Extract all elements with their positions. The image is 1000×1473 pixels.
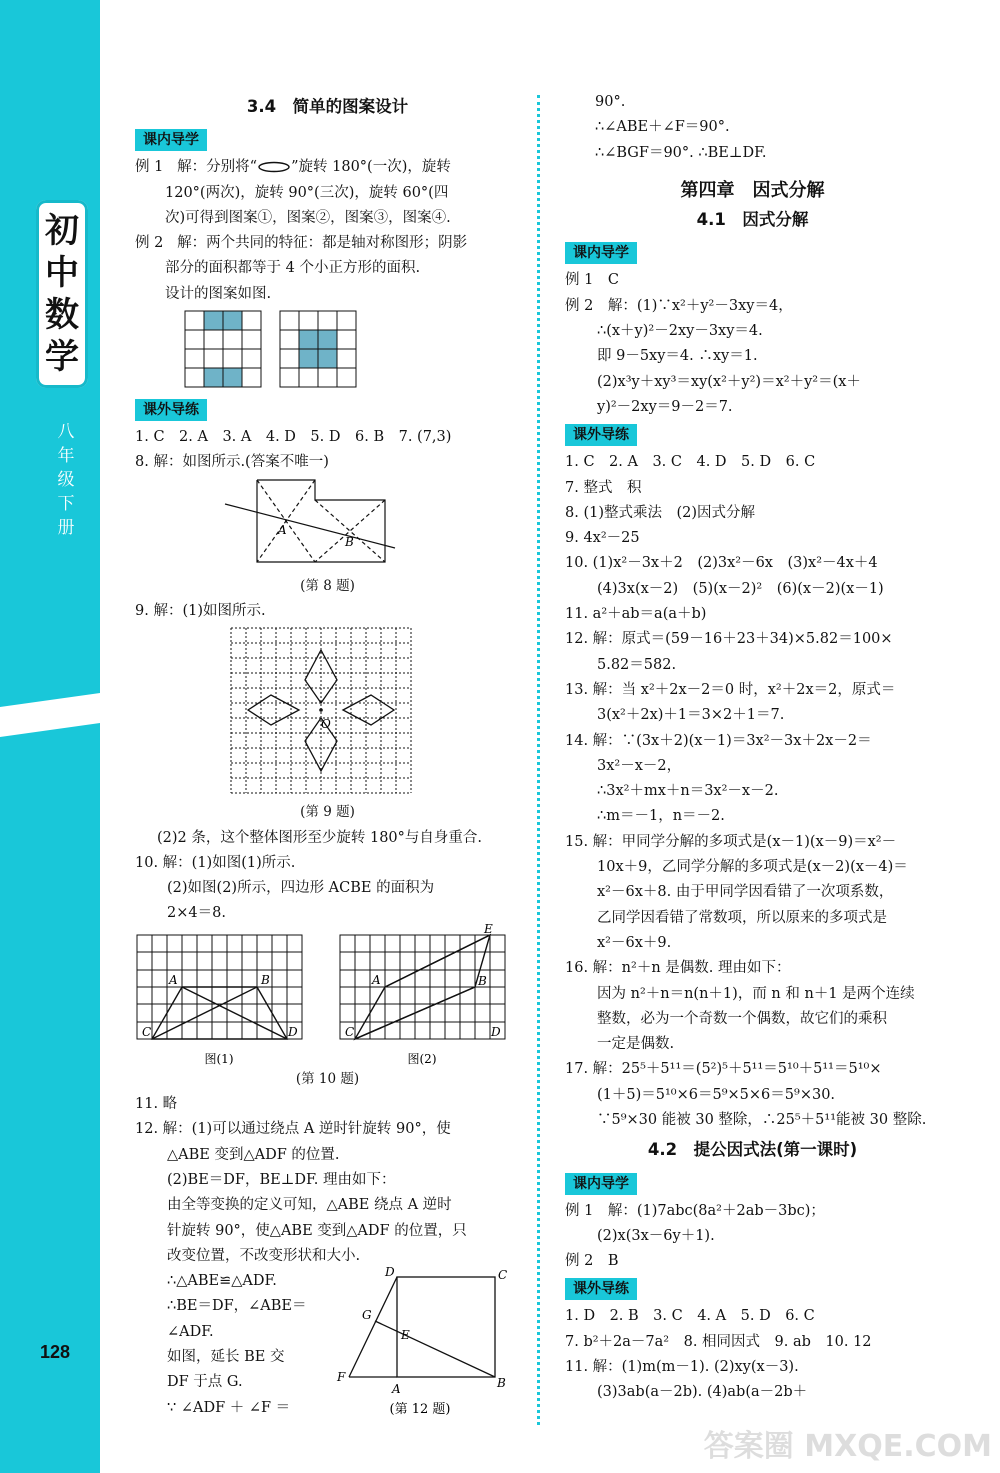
- point-label: A: [278, 522, 287, 537]
- answer-line: (2)如图(2)所示，四边形 ACBE 的面积为: [167, 880, 435, 897]
- answer-line: (2)2 条，这个整体图形至少旋转 180°与自身重合.: [157, 829, 483, 846]
- answer-line: 13. 解：当 x²＋2x－2＝0 时，x²＋2x＝2，原式＝: [565, 681, 896, 698]
- pattern-2: [280, 311, 356, 387]
- answer-line: 3(x²＋2x)＋1＝3×2＋1＝7.: [597, 707, 785, 724]
- section-tag: 课内导学: [565, 242, 637, 264]
- answer-line: 15. 解：甲同学分解的多项式是(x－1)(x－9)＝x²－: [565, 833, 897, 850]
- answer-line: 一定是偶数.: [597, 1036, 675, 1053]
- point-label: B: [497, 1376, 506, 1391]
- left-column: [135, 90, 520, 1421]
- answer-line: (2)x³y＋xy³＝xy(x²＋y²)＝x²＋y²＝(x＋: [597, 373, 861, 390]
- answer-line: 14. 解：∵(3x＋2)(x－1)＝3x²－3x＋2x－2＝: [565, 732, 872, 749]
- answer-line: ∠ADF.: [167, 1323, 214, 1340]
- figure-subcaption: 图(2): [407, 1051, 437, 1066]
- answer-line: y)²－2xy＝9－2＝7.: [597, 398, 733, 415]
- answer-line: (1＋5)＝5¹⁰×6＝5⁹×5×6＝5⁹×30.: [597, 1086, 836, 1103]
- figure-caption: (第 9 题): [300, 804, 355, 821]
- example-label: 例 2: [135, 235, 164, 252]
- answer-line: 11. a²＋ab＝a(a＋b): [565, 606, 707, 623]
- answer-line: 3x²－x－2，: [597, 757, 682, 774]
- answer-line: 8. (1)整式乘法 (2)因式分解: [565, 504, 756, 521]
- answer-line: △ABE 变到△ADF 的位置.: [167, 1146, 340, 1163]
- answer-line: 针旋转 90°，使△ABE 变到△ADF 的位置，只: [167, 1222, 467, 1239]
- column-divider: [537, 95, 540, 1425]
- center-label: O: [321, 717, 331, 732]
- book-title-char: 初: [45, 211, 79, 251]
- figure-8: [135, 476, 520, 574]
- page-number: 128: [40, 1342, 71, 1362]
- answer-line: (3)3ab(a－2b). (4)ab(a－2b＋: [597, 1384, 808, 1401]
- right-column: [565, 90, 940, 1406]
- point-label: D: [385, 1265, 395, 1280]
- answer-line: 即 9－5xy＝4. ∴xy＝1.: [597, 348, 758, 365]
- watermark: 答案圈 MXQE.COM: [703, 1429, 992, 1464]
- answer-line: 由全等变换的定义可知，△ABE 绕点 A 逆时: [167, 1197, 452, 1214]
- chapter-title: 第四章 因式分解: [680, 179, 825, 201]
- point-label: A: [372, 972, 381, 987]
- answer-line: 乙同学因看错了常数项，所以原来的多项式是: [597, 909, 887, 926]
- answer-line: 12. 解：原式＝(59－16＋23＋34)×5.82＝100×: [565, 631, 893, 648]
- answer-line: 11. 解：(1)m(m－1). (2)xy(x－3).: [565, 1359, 799, 1376]
- text-line: ∴∠BGF＝90°. ∴BE⊥DF.: [595, 144, 767, 161]
- point-label: B: [478, 973, 487, 988]
- text-line: 解：两个共同的特征：都是轴对称图形；阴影: [177, 235, 468, 252]
- ellipse-icon: [257, 161, 291, 173]
- answer-line: 10x＋9，乙同学分解的多项式是(x－2)(x－4)＝: [597, 859, 908, 876]
- grade-char: 八: [57, 422, 75, 442]
- point-label: A: [392, 1382, 401, 1397]
- point-label: C: [142, 1024, 152, 1039]
- point-label: D: [491, 1024, 501, 1039]
- answer-line: 1. D 2. B 3. C 4. A 5. D 6. C: [565, 1308, 815, 1325]
- book-title-char: 中: [45, 253, 79, 293]
- grade-char: 下: [57, 494, 75, 514]
- pattern-figures: [135, 309, 520, 391]
- answer-line: 9. 解：(1)如图所示.: [135, 602, 266, 619]
- figure-10-1: [137, 935, 302, 1066]
- section-title: 4.1 因式分解: [696, 210, 809, 230]
- book-title-char: 数: [45, 295, 79, 335]
- grade-char: 级: [57, 470, 75, 490]
- point-label: B: [345, 534, 354, 549]
- answer-line: 5.82＝582.: [597, 656, 677, 673]
- figure-caption: (第 8 题): [300, 577, 355, 594]
- answer-line: ∴△ABE≌△ADF.: [167, 1273, 277, 1290]
- point-label: E: [484, 921, 493, 936]
- example-label: 例 1: [135, 159, 164, 176]
- answer-line: 16. 解：n²＋n 是偶数. 理由如下：: [565, 960, 791, 977]
- answer-line: 11. 略: [135, 1096, 178, 1113]
- answer-line: DF 于点 G.: [167, 1374, 243, 1391]
- point-label: A: [169, 972, 178, 987]
- text-line: ”旋转 180°(一次)，旋转: [291, 159, 451, 176]
- point-label: D: [288, 1024, 298, 1039]
- answer-line: 10. 解：(1)如图(1)所示.: [135, 854, 296, 871]
- answer-line: x²－6x＋9.: [597, 934, 672, 951]
- answer-line: 1. C 2. A 3. C 4. D 5. D 6. C: [565, 454, 816, 471]
- book-title-char: 学: [45, 337, 79, 377]
- figure-12: [335, 1265, 515, 1419]
- answer-line: 7. b²＋2a－7a² 8. 相同因式 9. ab 10. 12: [565, 1333, 872, 1350]
- text-line: 120°(两次)，旋转 90°(三次)，旋转 60°(四: [165, 184, 449, 201]
- answer-line: 因为 n²＋n＝n(n＋1)，而 n 和 n＋1 是两个连续: [597, 985, 915, 1002]
- section-tag: 课内导学: [565, 1173, 637, 1195]
- section-tag: 课外导练: [135, 399, 207, 421]
- section-tag: 课外导练: [565, 424, 637, 446]
- answer-line: ∴BE＝DF，∠ABE＝: [167, 1298, 307, 1315]
- answer-line: 1. C 2. A 3. A 4. D 5. D 6. B 7. (7,3): [135, 429, 452, 446]
- text-line: 解：分别将“: [177, 159, 258, 176]
- grade-char: 册: [57, 518, 75, 538]
- section-title: 3.4 简单的图案设计: [246, 97, 409, 116]
- answer-line: 9. 4x²－25: [565, 530, 640, 547]
- answer-line: 例 2 解：(1)∵x²＋y²－3xy＝4，: [565, 297, 793, 314]
- point-label: F: [337, 1370, 346, 1385]
- text-line: 90°.: [595, 94, 626, 110]
- example-2: [135, 231, 520, 256]
- grade-label: [54, 420, 78, 540]
- figure-caption: (第 12 题): [389, 1402, 451, 1418]
- answer-line: (2)x(3x－6y＋1).: [597, 1227, 715, 1244]
- text-line: 设计的图案如图.: [165, 285, 272, 302]
- figure-caption: (第 10 题): [295, 1070, 360, 1087]
- answer-line: (4)3x(x－2) (5)(x－2)² (6)(x－2)(x－1): [597, 580, 884, 597]
- section-title: 4.2 提公因式法(第一课时): [647, 1140, 858, 1160]
- section-tag: 课内导学: [135, 129, 207, 151]
- answer-line: 12. 解：(1)可以通过绕点 A 逆时针旋转 90°，使: [135, 1121, 451, 1138]
- answer-line: 例 1 解：(1)7abc(8a²＋2ab－3bc)；: [565, 1202, 825, 1219]
- answer-line: x²－6x＋8. 由于甲同学因看错了一次项系数，: [597, 884, 894, 901]
- figure-9: [135, 624, 520, 800]
- answer-line: 改变位置，不改变形状和大小.: [167, 1247, 361, 1264]
- answer-line: 整数，必为一个奇数一个偶数，故它们的乘积: [597, 1010, 887, 1027]
- figure-10: [135, 921, 520, 1067]
- answer-line: 如图，延长 BE 交: [167, 1349, 285, 1366]
- answer-line: 7. 整式 积: [565, 479, 642, 496]
- section-tag: 课外导练: [565, 1278, 637, 1300]
- answer-line: 2×4＝8.: [167, 905, 226, 922]
- point-label: C: [498, 1268, 508, 1283]
- text-line: 部分的面积都等于 4 个小正方形的面积.: [165, 260, 421, 277]
- point-label: E: [401, 1328, 410, 1343]
- answer-line: ∵5⁹×30 能被 30 整除，∴25⁵＋5¹¹能被 30 整除.: [597, 1111, 927, 1128]
- grade-char: 年: [57, 446, 75, 466]
- example-1: [135, 155, 520, 180]
- answer-line: ∴3x²＋mx＋n＝3x²－x－2.: [597, 783, 779, 800]
- text-line: 次)可得到图案①，图案②，图案③，图案④.: [165, 209, 451, 226]
- answer-line: ∵ ∠ADF ＋ ∠F ＝: [167, 1399, 291, 1416]
- answer-line: ∴(x＋y)²－2xy－3xy＝4.: [597, 323, 763, 340]
- answer-line: ∴m＝－1，n＝－2.: [597, 808, 725, 825]
- q12-block: [135, 1265, 520, 1421]
- answer-line: 例 1 C: [565, 272, 619, 289]
- figure-10-2: [340, 922, 505, 1066]
- answer-line: 例 2 B: [565, 1253, 619, 1270]
- answer-line: 10. (1)x²－3x＋2 (2)3x²－6x (3)x²－4x＋4: [565, 555, 878, 572]
- pattern-1: [185, 311, 261, 387]
- point-label: G: [362, 1308, 372, 1323]
- answer-line: 17. 解：25⁵＋5¹¹＝(5²)⁵＋5¹¹＝5¹⁰＋5¹¹＝5¹⁰×: [565, 1061, 882, 1078]
- figure-subcaption: 图(1): [204, 1051, 234, 1066]
- book-title-tab: [36, 200, 88, 388]
- answer-line: 8. 解：如图所示.(答案不唯一): [135, 454, 329, 471]
- point-label: B: [261, 972, 270, 987]
- answer-line: (2)BE＝DF，BE⊥DF. 理由如下：: [167, 1171, 396, 1188]
- point-label: C: [345, 1024, 355, 1039]
- text-line: ∴∠ABE＋∠F＝90°.: [595, 119, 730, 136]
